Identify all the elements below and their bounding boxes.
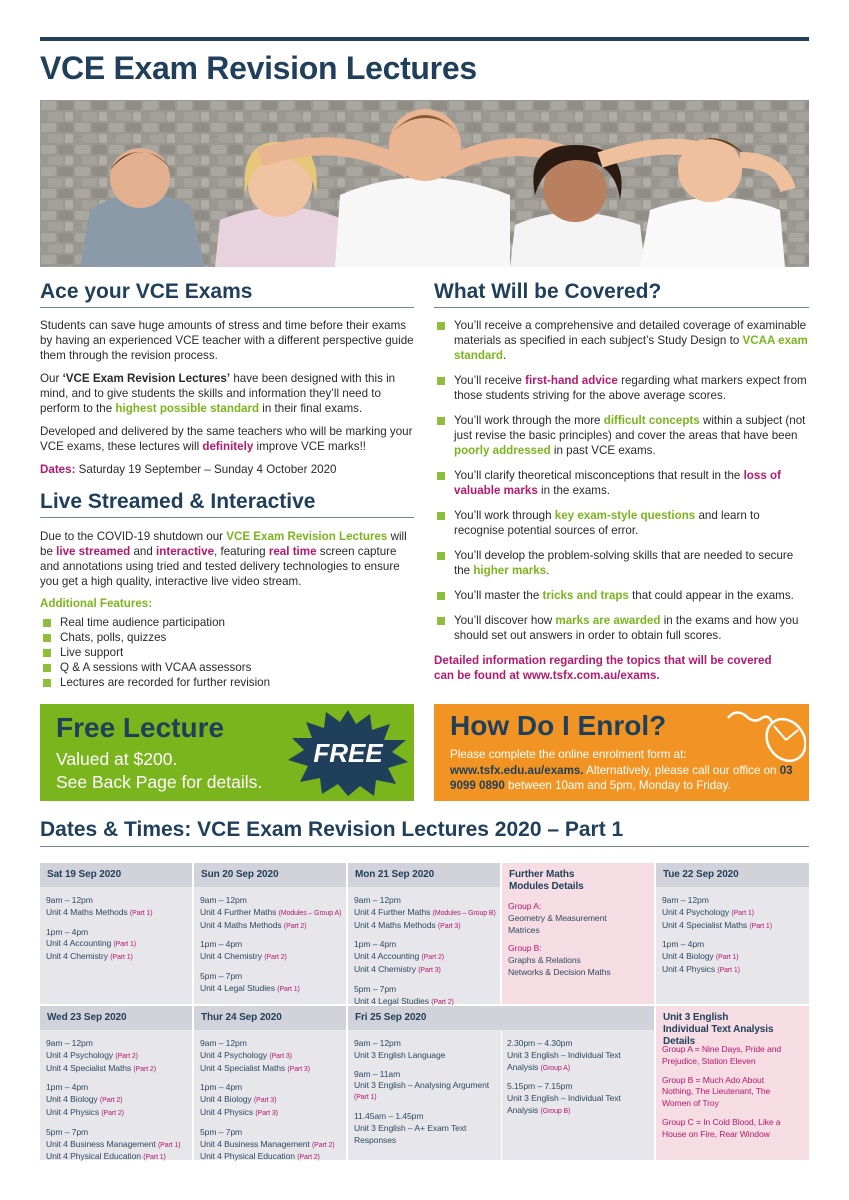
slot-subject <box>46 1063 186 1076</box>
list-item <box>434 548 809 578</box>
subject-text: Unit 4 Specialist Maths <box>662 919 750 930</box>
covered-list <box>434 318 809 643</box>
list-item: Chats, polls, quizzes <box>40 630 414 645</box>
part-tag: (Group B) <box>540 1107 571 1115</box>
day-header: Tue 22 Sep 2020 <box>656 863 809 887</box>
features-list <box>40 615 414 690</box>
highlight-text: live streamed <box>56 545 131 558</box>
highlight-text: key exam-style questions <box>554 509 696 522</box>
subject-text: Unit 4 Biology <box>46 1094 100 1105</box>
subject-text: Analysis <box>507 1104 541 1115</box>
slot-subject <box>662 951 803 964</box>
day-header: Thur 24 Sep 2020 <box>194 1006 346 1030</box>
subject-text: Unit 3 English – Analysing Argument <box>354 1080 490 1091</box>
group-block <box>508 901 648 936</box>
text-run: screen capture and annotations using tried and tested delivery technologies to ensure you get a high quality, interactive live video stream. <box>40 545 400 588</box>
live-heading: Live Streamed & Interactive <box>40 490 414 518</box>
slot-time: 1pm – 4pm <box>200 939 243 950</box>
time-slot <box>200 1082 340 1119</box>
text-run: You’ll clarify theoretical misconceptions that result in the <box>454 469 744 482</box>
time-slot <box>354 939 494 976</box>
text-run: in their final exams. <box>259 402 363 415</box>
highlight-text: real time <box>268 545 317 558</box>
part-tag: (Part 1) <box>143 1154 166 1162</box>
list-item: Live support <box>40 645 414 660</box>
slot-subject <box>46 1107 186 1120</box>
group-line: Group B = Much Ado About <box>662 1074 764 1085</box>
time-slot <box>662 895 803 932</box>
part-tag: (Part 2) <box>311 1141 335 1149</box>
free-lecture-details <box>56 748 262 794</box>
time-slot <box>354 1069 494 1104</box>
text-run: regarding what markers expect from those students striving for the above average scores. <box>454 374 807 402</box>
subject-text: Unit 4 Chemistry <box>46 951 111 962</box>
free-starburst-icon <box>288 710 408 796</box>
subject-text: Unit 4 Specialist Maths <box>46 1062 134 1073</box>
slot-subject <box>46 951 186 964</box>
time-slot <box>200 939 340 964</box>
free-badge-text: FREE <box>313 738 383 768</box>
list-item <box>434 588 809 603</box>
students-photo-illustration <box>40 100 809 267</box>
text-run: in the exams and how you should set out answers in order to obtain full scores. <box>454 614 799 642</box>
group-line: Nothing, The Lieutenant, The <box>662 1086 771 1097</box>
text-run: that could appear in the exams. <box>628 589 794 602</box>
slot-subject <box>200 983 340 996</box>
list-item <box>434 373 809 403</box>
text-run: . <box>546 564 550 577</box>
part-tag: (Group A) <box>540 1064 570 1072</box>
slot-time: 9am – 12pm <box>662 895 709 905</box>
subject-text: Unit 4 Physical Education <box>200 1151 298 1162</box>
slot-time: 9am – 12pm <box>46 1038 93 1048</box>
time-slot <box>46 1082 186 1119</box>
part-tag: (Part 2) <box>133 1065 156 1073</box>
slot-time: 9am – 12pm <box>200 895 247 905</box>
highlight-text: definitely <box>202 440 254 453</box>
day-slots <box>194 887 346 996</box>
slot-time: 5.15pm – 7.15pm <box>507 1081 573 1092</box>
subject-text: Responses <box>354 1134 397 1145</box>
slot-subject <box>507 1062 648 1075</box>
subject-text: Unit 4 Maths Methods <box>46 906 130 917</box>
slot-subject <box>662 907 803 920</box>
part-tag: (Modules – Group B) <box>432 909 496 917</box>
day-header: Sun 20 Sep 2020 <box>194 863 346 887</box>
day-slots <box>40 1030 192 1164</box>
slot-time: 9am – 12pm <box>354 895 401 905</box>
further-maths-header <box>502 863 654 899</box>
schedule-heading: Dates & Times: VCE Exam Revision Lectures 2020 – Part 1 <box>40 818 809 847</box>
text-run: You’ll receive a comprehensive and detailed coverage of examinable materials as specified in each subject’s Study Design to <box>454 319 807 347</box>
slot-subject <box>200 1107 340 1120</box>
day-cell-wed-23 <box>40 1006 192 1160</box>
dates-line <box>40 462 414 477</box>
slot-subject <box>354 964 494 977</box>
subject-text: Unit 4 Chemistry <box>200 951 265 962</box>
text-run: improve VCE marks!! <box>253 440 367 453</box>
subject-text: Unit 4 Physical Education <box>46 1151 144 1162</box>
covered-heading: What Will be Covered? <box>434 280 809 308</box>
slot-subject <box>354 907 494 920</box>
slot-subject <box>200 1050 340 1063</box>
text-run: , featuring <box>214 545 269 558</box>
subject-text: Unit 4 Biology <box>662 951 716 962</box>
page-title: VCE Exam Revision Lectures <box>40 50 477 86</box>
subject-text: Unit 4 Psychology <box>662 906 732 917</box>
text-run: have been designed with this in mind, and to give students the skills and information they’ll need to perform to the <box>40 372 396 415</box>
time-slot <box>200 1038 340 1075</box>
slot-time: 9am – 12pm <box>354 1038 401 1048</box>
day-cell-fri-25 <box>348 1006 654 1160</box>
live-para <box>40 529 414 589</box>
ace-para-3 <box>40 424 414 454</box>
english-body <box>656 1042 809 1141</box>
part-tag: (Part 1) <box>110 954 133 962</box>
header-line: Further Maths <box>509 869 575 880</box>
free-lecture-heading: Free Lecture <box>56 712 225 743</box>
part-tag: (Part 1) <box>354 1094 377 1102</box>
highlight-text: marks are awarded <box>555 614 661 627</box>
group-block <box>662 1117 803 1141</box>
slot-subject <box>200 907 340 920</box>
time-slot <box>662 939 803 976</box>
day-slots <box>194 1030 346 1164</box>
text-run: You’ll develop the problem-solving skills that are needed to secure the <box>454 549 794 577</box>
list-item <box>434 508 809 538</box>
subject-text: Unit 4 Legal Studies <box>200 982 278 993</box>
part-tag: (Part 1) <box>277 985 300 993</box>
subject-text: Unit 4 Physics <box>46 1106 102 1117</box>
list-item: Real time audience participation <box>40 615 414 630</box>
highlight-text: VCE Exam Revision Lectures <box>226 530 388 543</box>
further-maths-body <box>502 899 654 979</box>
slot-subject <box>46 1050 186 1063</box>
subject-text: Unit 4 Further Maths <box>354 906 433 917</box>
slot-subject <box>200 1063 340 1076</box>
schedule-grid <box>40 863 809 1160</box>
part-tag: (Part 2) <box>99 1097 123 1105</box>
day-slots <box>348 887 500 1008</box>
slot-subject <box>507 1105 648 1118</box>
day-header: Sat 19 Sep 2020 <box>40 863 192 887</box>
free-line: See Back Page for details. <box>56 772 263 792</box>
time-slot <box>200 971 340 996</box>
highlight-text: poorly addressed <box>454 444 551 457</box>
slot-time: 9am – 12pm <box>46 895 93 905</box>
day-header: Fri 25 Sep 2020 <box>348 1006 654 1030</box>
time-slot <box>46 1038 186 1075</box>
features-label: Additional Features: <box>40 597 153 610</box>
part-tag: (Part 1) <box>715 954 739 962</box>
subject-text: Unit 4 Accounting <box>46 938 114 949</box>
slot-subject <box>200 1151 340 1164</box>
slot-time: 11.45am – 1.45pm <box>354 1110 424 1121</box>
slot-time: 9am – 12pm <box>200 1038 247 1048</box>
text-run: You’ll work through <box>454 509 555 522</box>
enrol-box <box>434 704 809 801</box>
highlight-text: tricks and traps <box>542 589 629 602</box>
header-line: Individual Text Analysis Details <box>663 1024 774 1047</box>
list-item: Q & A sessions with VCAA assessors <box>40 660 414 675</box>
highlight-text: VCAA exam standard <box>454 334 808 362</box>
group-line: Group A = Nine Days, Pride and <box>662 1044 782 1054</box>
slot-subject <box>200 1139 340 1152</box>
slot-subject <box>46 907 186 920</box>
day-header: Wed 23 Sep 2020 <box>40 1006 192 1030</box>
slot-subject <box>354 920 494 933</box>
group-line: Prejudice, Station Eleven <box>662 1055 756 1066</box>
group-line: Graphs & Relations <box>508 955 581 966</box>
day-cell-thur-24 <box>194 1006 346 1160</box>
highlight-text: higher marks <box>473 564 547 577</box>
subject-text: Unit 3 English – A+ Exam Text <box>354 1122 467 1133</box>
dates-value: Saturday 19 September – Sunday 4 October 2020 <box>75 463 337 476</box>
part-tag: (Part 3) <box>269 1052 292 1060</box>
part-tag: (Part 3) <box>255 1109 278 1117</box>
detail-link[interactable]: can be found at www.tsfx.com.au/exams. <box>434 669 660 682</box>
slot-time: 5pm – 7pm <box>200 970 243 981</box>
enrol-text: Alternatively, please call our office on <box>583 763 780 777</box>
slot-time: 1pm – 4pm <box>662 939 705 950</box>
slot-subject <box>46 1151 186 1164</box>
part-tag: (Part 1) <box>717 966 740 974</box>
english-header <box>656 1006 809 1047</box>
slot-subject <box>46 938 186 951</box>
time-slot <box>200 895 340 932</box>
subject-text: Unit 4 Physics <box>662 963 718 974</box>
ace-body <box>40 318 414 485</box>
enrol-details <box>450 747 800 794</box>
students-photo <box>40 100 809 267</box>
day-header: Mon 21 Sep 2020 <box>348 863 500 887</box>
day-cell-tue-22 <box>656 863 809 1004</box>
subject-text: Unit 4 Business Management <box>46 1138 158 1149</box>
part-tag: (Part 1) <box>731 909 754 917</box>
ace-heading: Ace your VCE Exams <box>40 280 414 308</box>
detail-line: Detailed information regarding the topics that will be covered <box>434 654 772 667</box>
group-line: House on Fire, Rear Window <box>662 1128 770 1139</box>
part-tag: (Part 1) <box>157 1141 181 1149</box>
time-slot <box>507 1081 648 1117</box>
list-item <box>434 413 809 458</box>
part-tag: (Part 3) <box>253 1097 277 1105</box>
time-slot <box>46 1127 186 1164</box>
part-tag: (Part 3) <box>437 922 461 930</box>
text-run: Due to the COVID-19 shutdown our <box>40 530 227 543</box>
enrol-line: Please complete the online enrolment form at: <box>450 748 687 761</box>
text-run: Developed and delivered by the same teachers who will be marking your VCE exams, these lectures will <box>40 425 413 453</box>
fri-slots-right <box>501 1030 654 1125</box>
enrol-url-link[interactable]: www.tsfx.edu.au/exams. <box>450 763 584 777</box>
text-run: Our <box>40 372 63 385</box>
highlight-text: first-hand advice <box>525 374 618 387</box>
text-run: ‘VCE Exam Revision Lectures’ <box>62 372 231 385</box>
subject-text: Analysis <box>507 1061 541 1072</box>
live-body <box>40 529 414 690</box>
subject-text: Unit 4 Maths Methods <box>200 919 284 930</box>
highlight-text: difficult concepts <box>603 414 700 427</box>
english-details <box>656 1006 809 1160</box>
enrol-text: between 10am and 5pm, Monday to Friday. <box>504 779 731 792</box>
list-item: Lectures are recorded for further revision <box>40 675 414 690</box>
text-run: and learn to recognise potential sources of error. <box>454 509 760 537</box>
slot-time: 1pm – 4pm <box>46 1082 89 1093</box>
slot-subject <box>354 951 494 964</box>
slot-subject <box>662 920 803 933</box>
subject-text: Unit 4 Chemistry <box>354 963 419 974</box>
slot-subject <box>200 920 340 933</box>
time-slot <box>354 984 494 1009</box>
part-tag: (Part 2) <box>264 954 287 962</box>
part-tag: (Part 3) <box>287 1065 310 1073</box>
slot-time: 1pm – 4pm <box>354 939 397 950</box>
slot-time: 5pm – 7pm <box>200 1126 243 1137</box>
part-tag: (Part 1) <box>749 922 772 930</box>
text-run: in past VCE exams. <box>550 444 656 457</box>
slot-subject <box>200 951 340 964</box>
group-block <box>508 943 648 978</box>
ace-para-2 <box>40 371 414 416</box>
time-slot <box>354 1038 494 1062</box>
slot-subject <box>200 1094 340 1107</box>
subject-text: Unit 4 Accounting <box>354 951 422 962</box>
slot-time: 1pm – 4pm <box>46 926 89 937</box>
highlight-text: loss of valuable marks <box>454 469 781 497</box>
subject-text: Unit 3 English – Individual Text <box>507 1049 621 1060</box>
top-rule <box>40 37 809 41</box>
slot-time: 9am – 11am <box>354 1068 401 1079</box>
header-line: Unit 3 English <box>663 1012 729 1023</box>
day-cell-sun-20 <box>194 863 346 1004</box>
highlight-text: interactive <box>156 545 215 558</box>
group-line: Group C = In Cold Blood, Like a <box>662 1116 781 1127</box>
enrol-heading: How Do I Enrol? <box>450 710 667 741</box>
day-slots <box>40 887 192 964</box>
list-item <box>434 613 809 643</box>
text-run: You’ll work through the more <box>454 414 604 427</box>
text-run: will be <box>40 530 407 558</box>
slot-subject <box>46 1139 186 1152</box>
enrol-phone: 03 9099 0890 <box>450 763 793 792</box>
day-cell-sat-19 <box>40 863 192 1004</box>
covered-body <box>434 318 809 683</box>
slot-time: 5pm – 7pm <box>354 983 397 994</box>
part-tag: (Part 2) <box>431 998 454 1006</box>
day-cell-mon-21 <box>348 863 500 1004</box>
free-lecture-box <box>40 704 414 801</box>
ace-para-1: Students can save huge amounts of stress and time before their exams by having an experienced VCE teacher with a different perspective guide them through the revision process. <box>40 319 414 362</box>
group-block <box>662 1075 803 1110</box>
list-item <box>434 318 809 363</box>
subject-text: Unit 4 Maths Methods <box>354 919 438 930</box>
time-slot <box>507 1038 648 1074</box>
subject-text: Unit 4 Physics <box>200 1106 256 1117</box>
text-run: in the exams. <box>537 484 610 497</box>
group-line: Women of Troy <box>662 1098 719 1109</box>
part-tag: (Part 3) <box>418 966 441 974</box>
text-run: and <box>130 545 157 558</box>
time-slot <box>354 1111 494 1146</box>
highlight-text: highest possible standard <box>115 402 260 415</box>
time-slot <box>354 895 494 932</box>
subject-text: Unit 3 English Language <box>354 1049 446 1060</box>
subject-text: Unit 4 Business Management <box>200 1138 312 1149</box>
slot-time: 2.30pm – 4.30pm <box>507 1038 573 1048</box>
detail-info <box>434 653 809 683</box>
text-run: . <box>502 349 507 362</box>
text-run: within a subject (not just revise the basic principles) and cover the areas that have been <box>454 414 806 442</box>
day-slots <box>656 887 809 977</box>
subject-text: Unit 4 Specialist Maths <box>200 1062 288 1073</box>
text-run: You’ll master the <box>454 589 543 602</box>
list-item <box>434 468 809 498</box>
time-slot <box>46 927 186 964</box>
part-tag: (Part 1) <box>129 909 153 917</box>
further-maths-details <box>502 863 654 1004</box>
part-tag: (Part 2) <box>283 922 307 930</box>
group-label: Group B: <box>508 943 542 954</box>
subject-text: Unit 4 Psychology <box>46 1049 116 1060</box>
text-run: You’ll discover how <box>454 614 556 627</box>
part-tag: (Part 2) <box>101 1109 124 1117</box>
text-run: You’ll receive <box>454 374 526 387</box>
free-line: Valued at $200. <box>56 749 178 769</box>
slot-subject <box>46 1094 186 1107</box>
time-slot <box>200 1127 340 1164</box>
subject-text: Unit 4 Biology <box>200 1094 254 1105</box>
part-tag: (Part 2) <box>115 1052 138 1060</box>
group-block <box>662 1044 803 1068</box>
slot-time: 5pm – 7pm <box>46 1126 89 1137</box>
part-tag: (Part 2) <box>297 1154 320 1162</box>
slot-subject <box>662 964 803 977</box>
fri-slots-left <box>348 1030 500 1153</box>
slot-time: 1pm – 4pm <box>200 1082 243 1093</box>
group-line: Geometry & Measurement <box>508 912 607 923</box>
header-line: Modules Details <box>509 881 584 892</box>
subject-text: Unit 4 Psychology <box>200 1049 270 1060</box>
part-tag: (Part 2) <box>421 954 445 962</box>
subject-text: Unit 4 Legal Studies <box>354 995 432 1006</box>
subject-text: Unit 4 Further Maths <box>200 906 279 917</box>
group-line: Matrices <box>508 924 540 935</box>
part-tag: (Modules – Group A) <box>278 909 342 917</box>
group-line: Networks & Decision Maths <box>508 966 611 977</box>
group-label: Group A: <box>508 901 542 911</box>
subject-text: Unit 3 English – Individual Text <box>507 1093 621 1104</box>
time-slot <box>46 895 186 920</box>
dates-label: Dates: <box>40 463 76 476</box>
part-tag: (Part 1) <box>113 941 137 949</box>
